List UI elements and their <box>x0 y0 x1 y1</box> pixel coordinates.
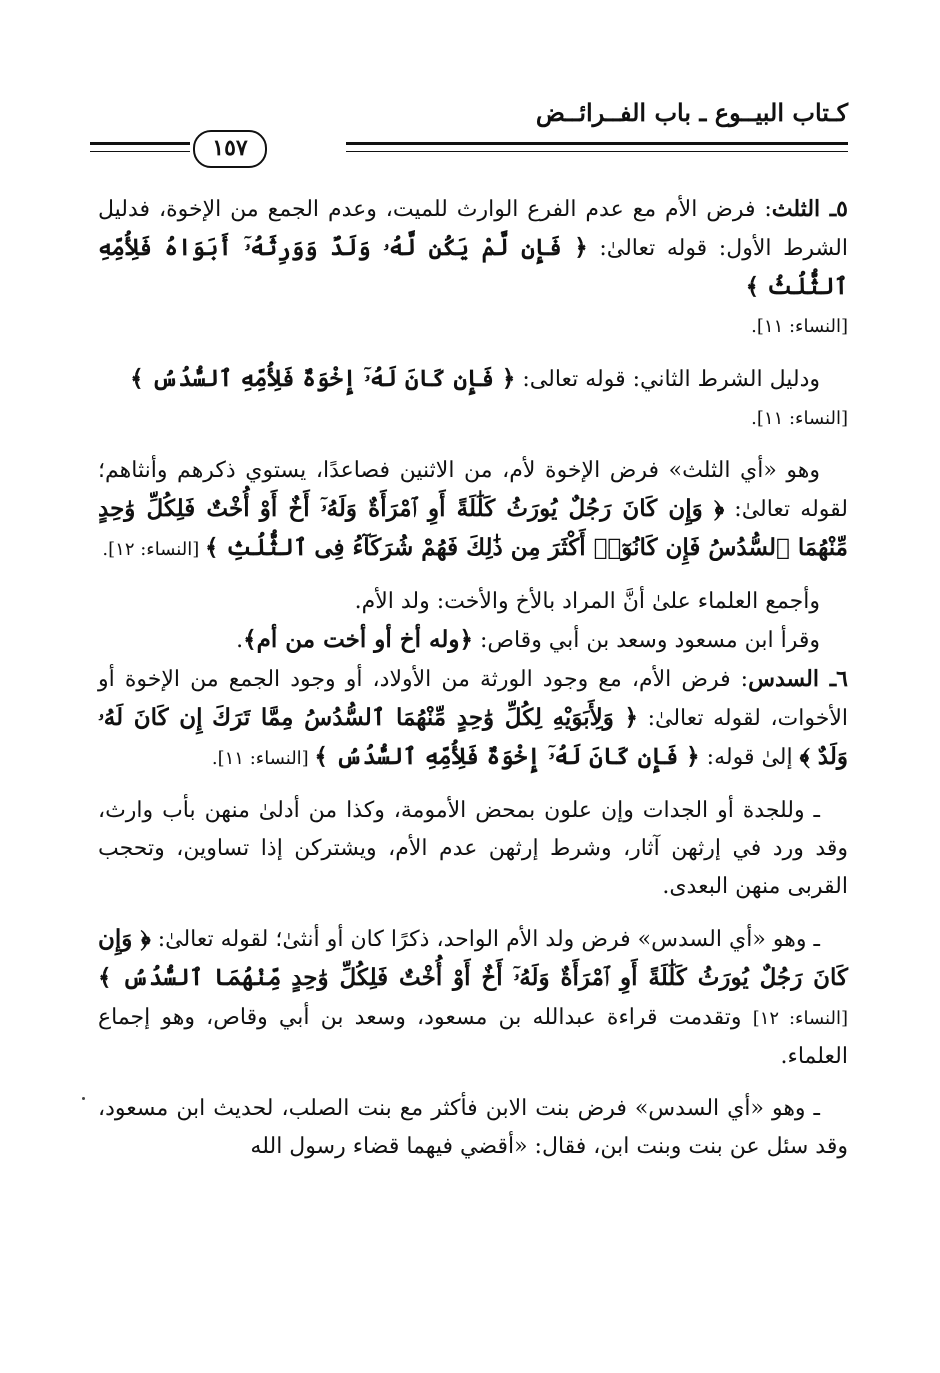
quran-verse: ﴿ فَإِن لَّمْ يَكُن لَّهُۥ وَلَدٌ وَوَرِثَهُۥٓ أَبَوَاهُ فَلِأُمِّهِ ٱلثُّلُثُ ﴾ <box>98 234 848 300</box>
header-rule-thick-left <box>90 142 190 145</box>
quran-verse: ﴿ وَلِأَبَوَيْهِ لِكُلِّ وَٰحِدٍ مِّنْهُمَا ٱلسُّدُسُ مِمَّا تَرَكَ <box>212 704 638 731</box>
text-run: وأجمع العلماء علىٰ أنَّ المراد بالأخ والأخت: ولد الأم. <box>354 589 820 614</box>
header-rule-thin-right <box>346 151 848 152</box>
text-run: ـ وهو «أي السدس» فرض ولد الأم الواحد، ذكرًا كان أو أنثىٰ؛ لقوله <box>220 927 820 952</box>
text-run: ـ وهو «أي السدس» فرض بنت الابن فأكثر مع بنت الصلب، لحديث ابن <box>176 1096 820 1121</box>
text-run: مسعود، وقد سئل عن بنت وبنت ابن، فقال: «أقضي فيهما قضاء رسول الله <box>98 1096 848 1159</box>
text-run: ودليل الشرط الثاني: قوله تعالى: <box>515 367 820 392</box>
section-term: ٥ـ الثلث <box>771 196 848 222</box>
quran-verse: ٱلثُّلُثِ ﴾ <box>204 534 308 561</box>
paragraph-consensus <box>98 583 848 621</box>
paragraph-grandmothers <box>98 792 848 906</box>
text-run: : فرض الأم مع عدم الفرع الوارث للميت، وعدم الجمع من الإخوة، <box>159 197 772 222</box>
verse-reference: [النساء: ١٢]. <box>102 539 205 560</box>
text-run: وهو «أي الثلث» فرض الإخوة لأم، من الاثنين فصاعدًا، يستوي ذكرهم <box>177 458 821 483</box>
text-run: : فرض الأم، مع وجود الورثة من الأولاد، أو وجود الجمع من <box>190 667 749 692</box>
header-rule-thin-left <box>90 151 190 152</box>
paragraph-maternal-child <box>98 920 848 1076</box>
text-run: الإخوة أو الأخوات، لقوله تعالىٰ: <box>98 667 848 731</box>
verse-reference: [النساء: ١٢] <box>752 1008 848 1029</box>
main-text <box>98 190 848 1166</box>
text-run: وأنثاهم؛ لقوله تعالىٰ: <box>98 458 848 522</box>
paragraph-sudus <box>98 660 848 778</box>
paragraph-reading <box>98 621 848 660</box>
quran-verse: مِّنْهُمَا ٱلسُّدُسُ ﴾ <box>98 964 282 991</box>
text-run: إلىٰ قوله: <box>699 745 800 770</box>
verse-reference: [النساء: ١١]. <box>751 316 848 337</box>
header-rule-thick-right <box>346 142 848 145</box>
text-run: تعالىٰ: <box>150 927 214 952</box>
quran-verse: ﴿ وَإِن كَانَ رَجُلٌ يُورَثُ كَلَٰلَةً أَوِ ٱمْرَأَةٌ وَلَهُۥٓ أَخٌ أَوْ أُخْتٌ فَلِكُلِّ وَٰحِدٍ <box>98 925 849 991</box>
text-run: وتقدمت قراءة عبدالله بن مسعود، وسعد بن <box>320 1005 753 1030</box>
page-number-badge: ١٥٧ <box>193 130 267 168</box>
quran-verse: ﴿ فَإِن كَانَ لَهُۥٓ إِخْوَةٌ فَلِأُمِّهِ ٱلسُّدُسُ ﴾ <box>130 365 516 392</box>
text-run: تساوين، وتحجب القربى منهن البعدى. <box>98 836 848 899</box>
text-run: وقرأ ابن مسعود وسعد بن أبي وقاص: <box>472 628 820 653</box>
text-run: أبي وقاص، وهو إجماع العلماء. <box>98 1005 848 1069</box>
paragraph-second-condition <box>98 360 848 438</box>
text-run: ـ وللجدة أو الجدات وإن علون بمحض الأمومة، وكذا من أدلىٰ منهن <box>204 798 820 823</box>
quran-verse: إِن كَانَ لَهُۥ وَلَدٌ ﴾ <box>98 704 848 770</box>
verse-reference: [النساء: ١١]. <box>211 748 315 769</box>
quran-verse: ﴿ وَإِن كَانَ رَجُلٌ يُورَثُ كَلَٰلَةً أَوِ ٱمْرَأَةٌ وَلَهُۥٓ أَخٌ أَوْ <box>259 495 725 522</box>
text-run: بأب وارث، وقد ورد في إرثهن آثار، وشرط إرثهن عدم الأم، ويشتركن إذا <box>98 798 849 861</box>
quran-verse: أُخْتٌ فَلِكُلِّ وَٰحِدٍ مِّنْهُمَا ٱلسُّدُسُ فَإِن كَانُوٓا۟ أَكْثَرَ مِن ذَٰلِكَ فَهُمْ شُرَكَآءُ فِى <box>98 495 848 561</box>
text-run: . <box>236 628 244 653</box>
text-run: فدليل الشرط الأول: قوله تعالىٰ: <box>98 197 848 261</box>
paragraph-sons-daughter <box>98 1090 848 1166</box>
quran-reading: ﴿وله أخ أو أخت من أم﴾ <box>243 626 473 653</box>
quran-verse: ﴿ فَإِن كَانَ لَهُۥٓ إِخْوَةٌ فَلِأُمِّهِ ٱلسُّدُسُ ﴾ <box>314 743 700 770</box>
section-term: ٦ـ السدس <box>748 666 848 692</box>
verse-reference: [النساء: ١١]. <box>751 408 848 429</box>
paragraph-thuluth <box>98 190 848 346</box>
running-header-title: كـتاب البيــوع ـ باب الفــرائــض <box>535 98 848 127</box>
print-speck <box>82 1097 85 1100</box>
paragraph-maternal-siblings <box>98 452 848 569</box>
